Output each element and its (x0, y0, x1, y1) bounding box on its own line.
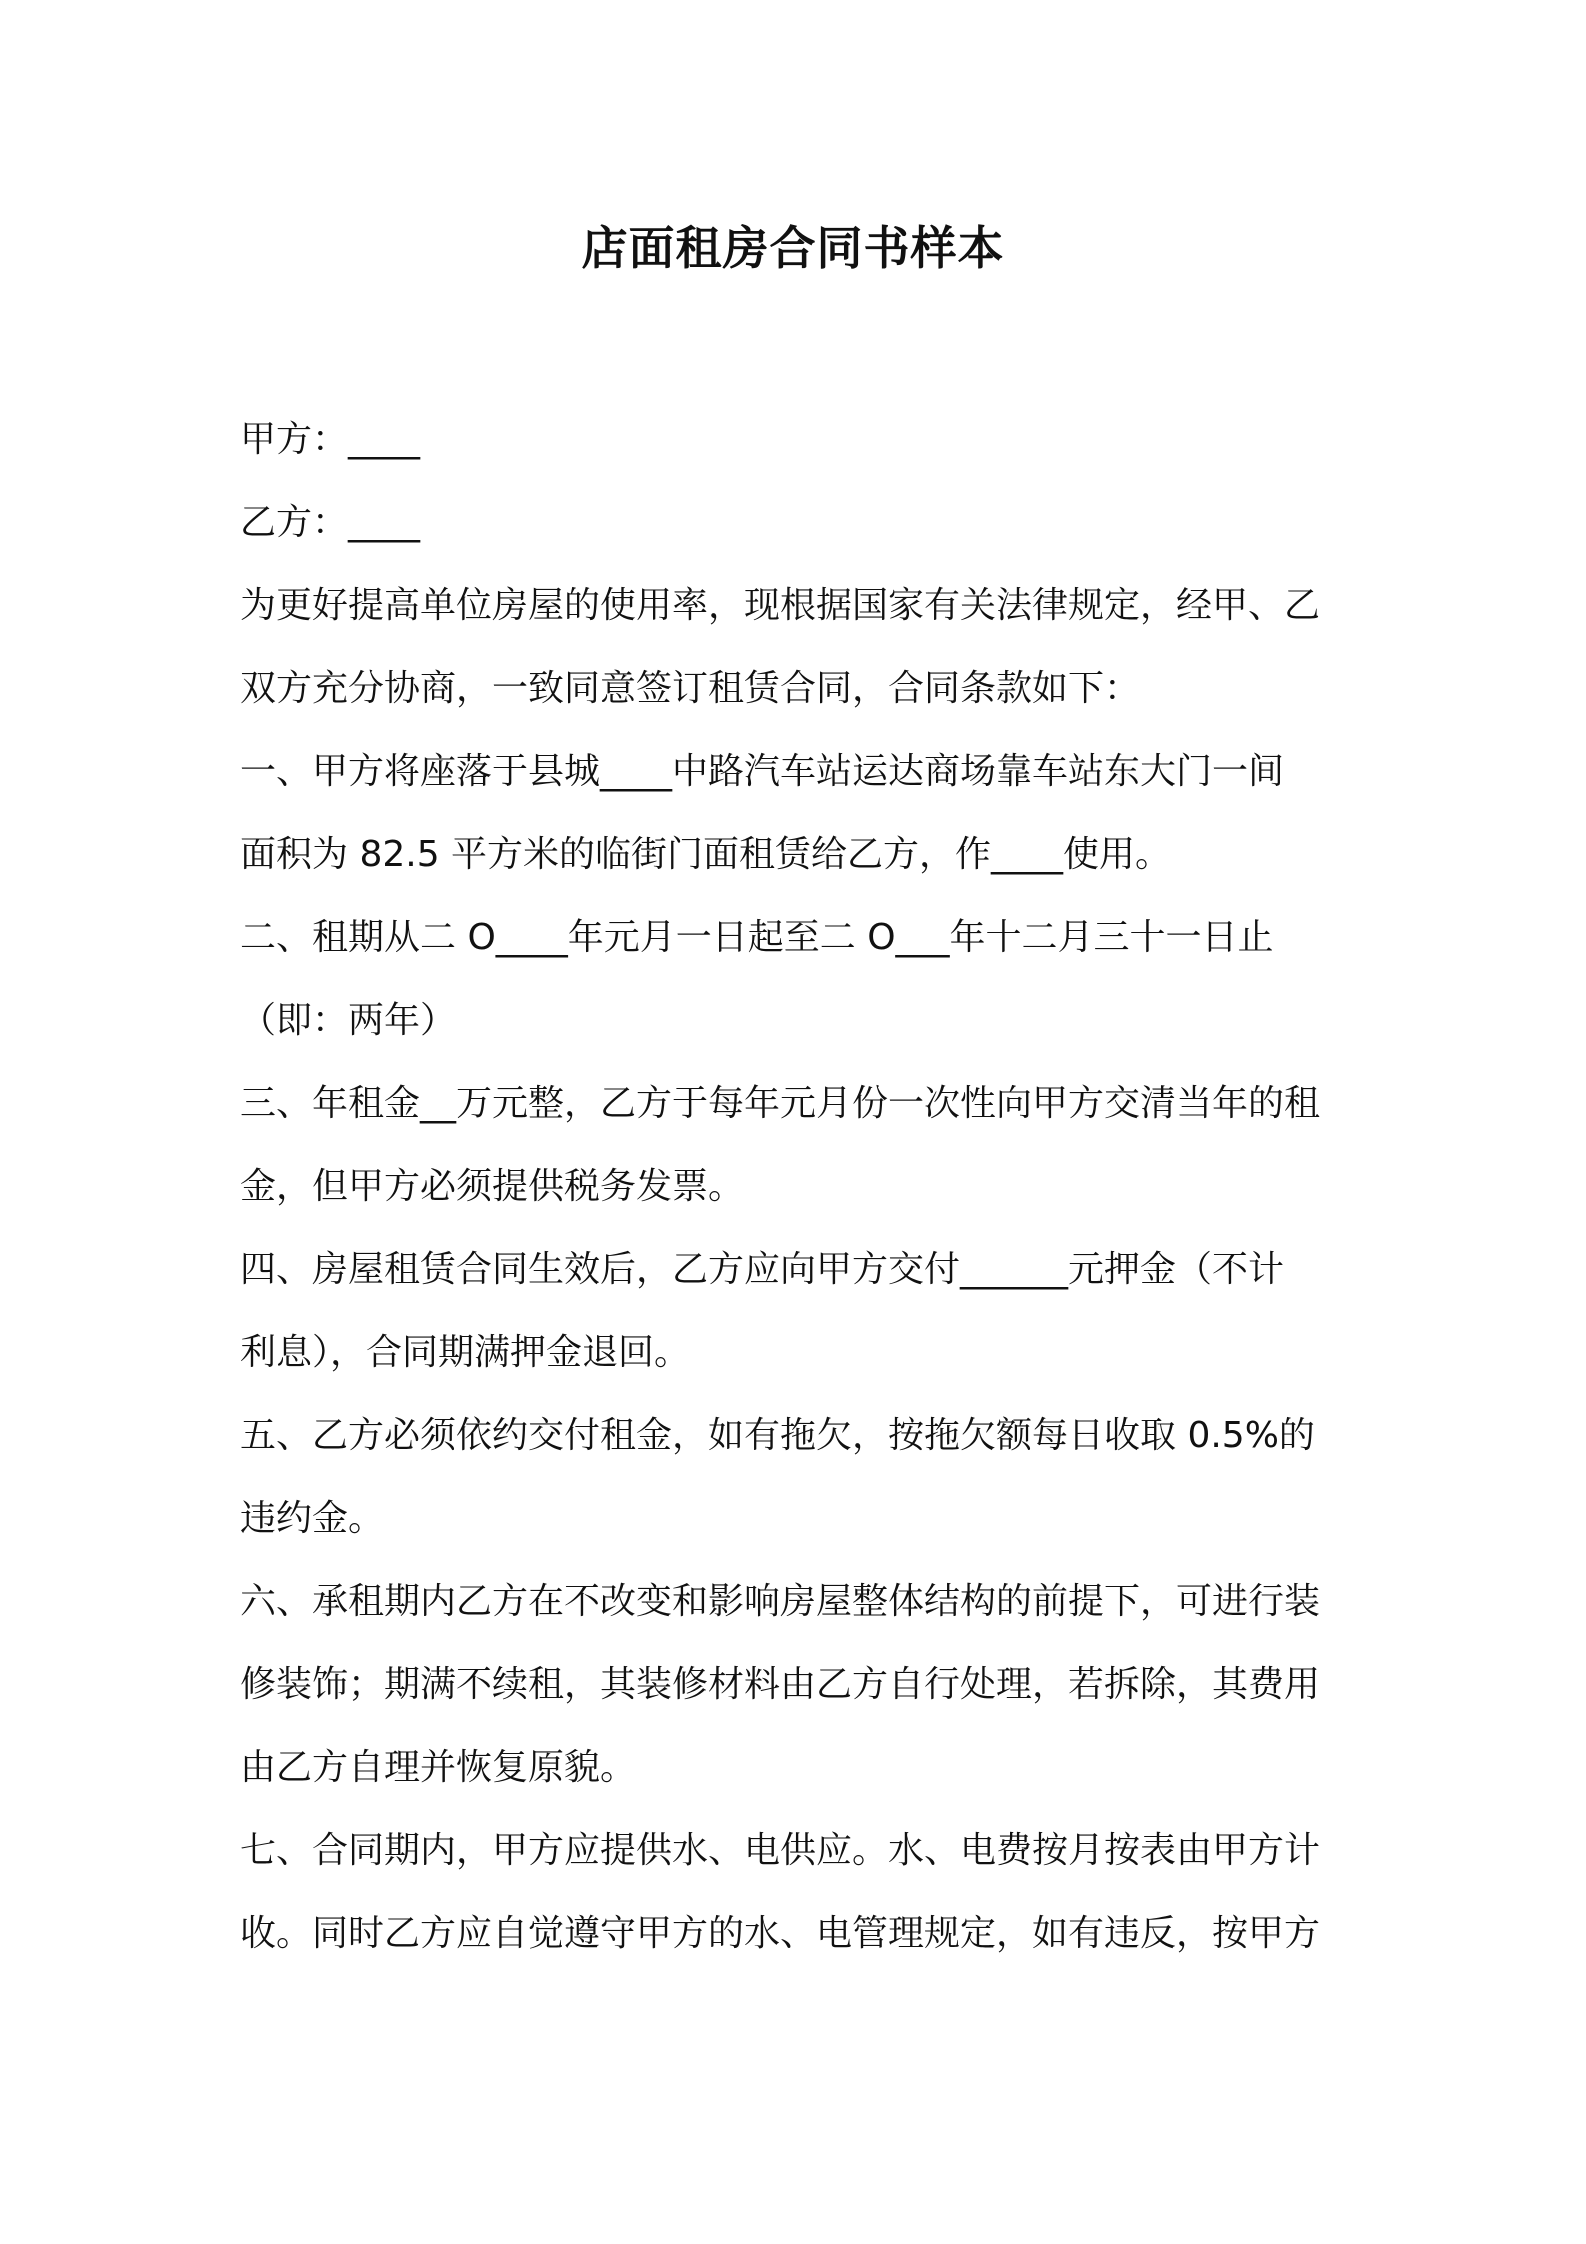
clause-6-line: 六、承租期内乙方在不改变和影响房屋整体结构的前提下，可进行装 (240, 1581, 1321, 1622)
preamble-line: 为更好提高单位房屋的使用率，现根据国家有关法律规定，经甲、乙 (240, 585, 1321, 626)
clause-2-line: （即：两年） (240, 1000, 457, 1041)
clause-6-line: 由乙方自理并恢复原貌。 (240, 1747, 637, 1788)
document-title: 店面租房合同书样本 (581, 221, 1005, 275)
clause-3-line: 三、年租金__万元整，乙方于每年元月份一次性向甲方交清当年的租 (240, 1083, 1321, 1124)
clause-6-line: 修装饰；期满不续租，其装修材料由乙方自行处理，若拆除，其费用 (240, 1664, 1321, 1705)
clause-7-line: 七、合同期内，甲方应提供水、电供应。水、电费按月按表由甲方计 (240, 1830, 1321, 1871)
party-b-line: 乙方：____ (240, 502, 421, 543)
document-body (240, 398, 1360, 1975)
clause-2-line: 二、租期从二 O____年元月一日起至二 O___年十二月三十一日止 (240, 917, 1274, 958)
clause-1-line: 面积为 82.5 平方米的临街门面租赁给乙方，作____使用。 (240, 834, 1172, 875)
preamble-line: 双方充分协商，一致同意签订租赁合同，合同条款如下： (240, 668, 1141, 709)
party-a-line: 甲方：____ (240, 419, 421, 460)
clause-4-line: 四、房屋租赁合同生效后，乙方应向甲方交付______元押金（不计 (240, 1249, 1285, 1290)
clause-5-line: 违约金。 (240, 1498, 385, 1539)
clause-5-line: 五、乙方必须依约交付租金，如有拖欠，按拖欠额每日收取 0.5%的 (240, 1415, 1315, 1456)
clause-7-line: 收。同时乙方应自觉遵守甲方的水、电管理规定，如有违反，按甲方 (240, 1913, 1321, 1954)
clause-3-line: 金，但甲方必须提供税务发票。 (240, 1166, 745, 1207)
clause-4-line: 利息），合同期满押金退回。 (240, 1332, 691, 1373)
clause-1-line: 一、甲方将座落于县城____中路汽车站运达商场靠车站东大门一间 (240, 751, 1285, 792)
